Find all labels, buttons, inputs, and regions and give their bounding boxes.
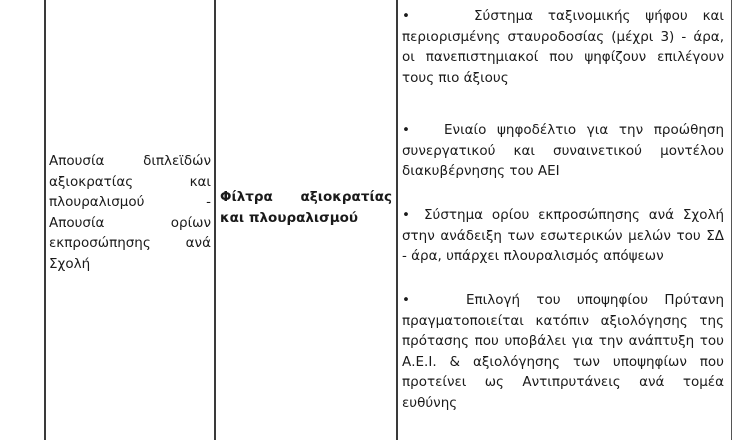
bullet-text: Σύστημα ορίου εκπροσώπησης ανά Σχολή στην ανάδειξη των εσωτερικών μελών του ΣΔ - άρα, υπάρχει πλουραλισμός απόψεων (402, 207, 724, 265)
bullet-text: Ενιαίο ψηφοδέλτιο για την προώθηση συνεργατικού και συναινετικού μοντέλου διακυβέρνησης του ΑΕΙ (402, 122, 724, 180)
bullet-icon: • (402, 207, 410, 223)
list-item (402, 290, 724, 414)
bullet-text: Σύστημα ταξινομικής ψήφου και περιορισμένης σταυροδοσίας (μέχρι 3) - άρα, οι πανεπιστημιακοί που ψηφίζουν επιλέγουν τους πιο άξιους (402, 8, 724, 86)
filter-heading: Φίλτρα αξιοκρατίας και πλουραλισμού (220, 189, 392, 226)
bullet-icon: • (402, 292, 410, 308)
problem-cell (46, 0, 214, 440)
column-border-right (731, 0, 732, 440)
bullet-icon: • (402, 8, 410, 24)
bullet-icon: • (402, 122, 410, 138)
list-item (402, 120, 724, 182)
measures-cell (398, 0, 728, 440)
list-item (402, 205, 724, 267)
bullet-text: Επιλογή του υποψηφίου Πρύτανη πραγματοποιείται κατόπιν αξιολόγησης της πρότασης που υποβάλει για την ανάπτυξη του Α.Ε.Ι. & αξιολόγησης των υποψηφίων που προτείνει ως Αντιπρυτάνεις ανά τομέα ευθύνης (402, 292, 724, 411)
filter-cell (216, 0, 396, 440)
list-item (402, 6, 724, 88)
problem-text: Απουσία διπλεϊδών αξιοκρατίας και πλουραλισμού - Απουσία ορίων εκπροσώπησης ανά Σχολή (49, 153, 211, 272)
